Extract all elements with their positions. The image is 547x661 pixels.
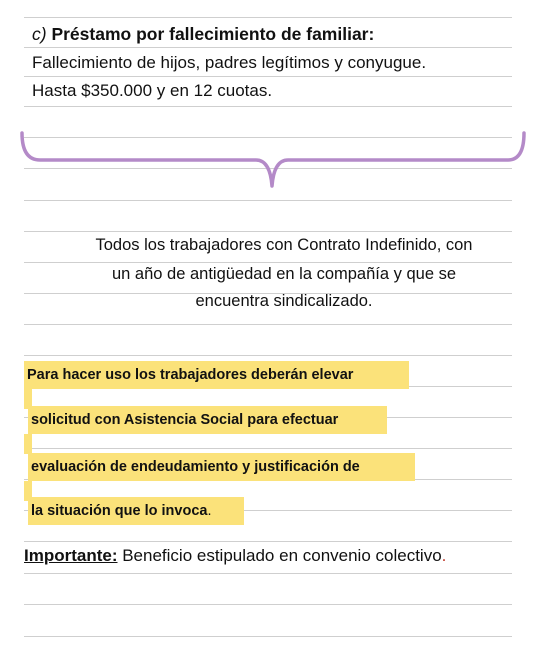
procedure-line-2: solicitud con Asistencia Social para efectuar bbox=[28, 406, 387, 434]
procedure-line-1: Para hacer uso los trabajadores deberán elevar bbox=[24, 361, 409, 389]
section-letter: c) bbox=[32, 24, 47, 44]
rule-line bbox=[24, 231, 512, 232]
curly-brace bbox=[0, 0, 547, 200]
rule-line bbox=[24, 262, 512, 263]
procedure-line-4 bbox=[28, 497, 244, 525]
rule-line bbox=[24, 355, 512, 356]
requirements-line-2: un año de antigüedad en la compañía y que se bbox=[111, 265, 457, 283]
rule-line bbox=[24, 200, 512, 201]
rule-line bbox=[24, 541, 512, 542]
section-body-line-2: Hasta $350.000 y en 12 cuotas. bbox=[32, 81, 273, 100]
rule-line bbox=[24, 324, 512, 325]
rule-line bbox=[24, 636, 512, 637]
section-body-line-1: Fallecimiento de hijos, padres legítimos y conyugue. bbox=[32, 53, 427, 72]
important-label: Importante: bbox=[24, 546, 118, 565]
procedure-line-4-text: la situación que lo invoca bbox=[31, 503, 208, 519]
rule-line bbox=[24, 604, 512, 605]
important-note bbox=[24, 546, 446, 566]
requirements-line-1: Todos los trabajadores con Contrato Indefinido, con bbox=[95, 236, 473, 254]
section-title: Préstamo por fallecimiento de familiar: bbox=[51, 24, 375, 44]
rule-line bbox=[24, 573, 512, 574]
requirements-line-3: encuentra sindicalizado. bbox=[195, 292, 373, 310]
important-period: . bbox=[441, 546, 447, 565]
highlight-gap bbox=[24, 434, 32, 454]
important-text: Beneficio estipulado en convenio colectivo bbox=[117, 546, 442, 565]
procedure-line-3: evaluación de endeudamiento y justificación de bbox=[28, 453, 415, 481]
rule-line bbox=[24, 448, 512, 449]
procedure-line-4-period: . bbox=[207, 503, 212, 519]
